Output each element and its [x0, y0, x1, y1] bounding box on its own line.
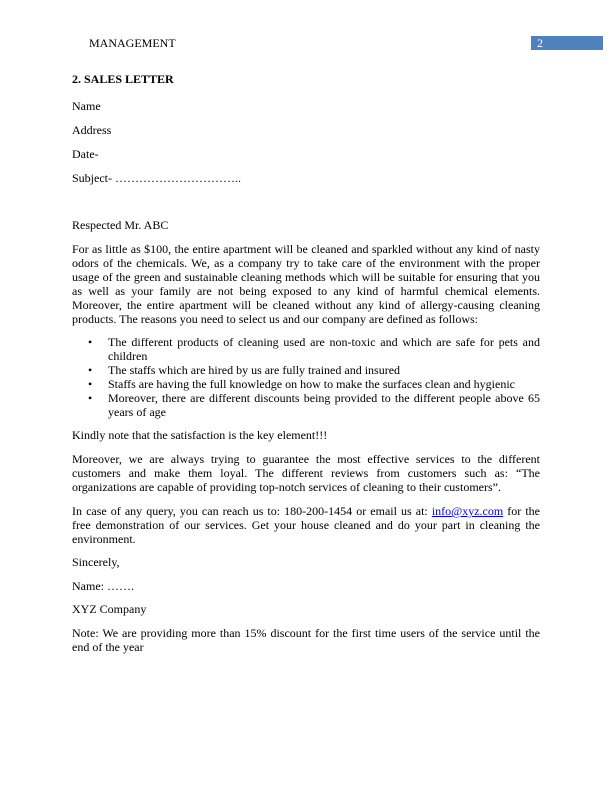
bullet-icon: • — [88, 335, 93, 349]
running-head: MANAGEMENT — [89, 36, 176, 50]
field-date: Date- — [72, 147, 99, 161]
company-name: XYZ Company — [72, 602, 147, 616]
list-item-text: The different products of cleaning used are non-toxic and which are safe for pets and children — [108, 335, 540, 363]
email-link[interactable]: info@xyz.com — [431, 504, 504, 518]
bullet-icon: • — [88, 363, 93, 377]
intro-paragraph: For as little as $100, the entire apartment will be cleaned and sparkled without any kind of nasty odors of the chemicals. We, as a company try to take care of the environment with the proper usage of the green and sustainable cleaning methods which will be suitable for ensuring that you as well as your family are not being exposed to any kind of harmful chemical elements. Moreover, the entire apartment will be cleaned without any kind of allergy-causing cleaning products. The reasons you need to select us and our company are defined as follows: — [72, 242, 540, 326]
list-item-text: The staffs which are hired by us are fully trained and insured — [108, 363, 401, 377]
key-element-line: Kindly note that the satisfaction is the key element!!! — [72, 428, 328, 442]
contact-paragraph — [72, 504, 540, 546]
list-item-text: Staffs are having the full knowledge on how to make the surfaces clean and hygienic — [108, 377, 515, 391]
list-item — [72, 391, 540, 419]
page-number: 2 — [531, 36, 603, 50]
signature-name: Name: ……. — [72, 579, 134, 593]
list-item — [72, 363, 540, 377]
bullet-icon: • — [88, 377, 93, 391]
field-name: Name — [72, 99, 101, 113]
list-item-text: Moreover, there are different discounts being provided to the different people above 65 years of age — [108, 391, 540, 419]
bullet-icon: • — [88, 391, 93, 405]
discount-note: Note: We are providing more than 15% discount for the first time users of the service until the end of the year — [72, 626, 540, 654]
section-title — [72, 72, 540, 86]
closing: Sincerely, — [72, 555, 120, 569]
contact-text-before: In case of any query, you can reach us to: 180-200-1454 or email us at: — [72, 504, 432, 518]
contact-text-after: for the free demonstration of our services. Get your house cleaned and do your part in cleaning the environment. — [72, 504, 541, 546]
list-item — [72, 377, 540, 391]
list-item — [72, 335, 540, 363]
reasons-list — [72, 335, 540, 419]
field-address: Address — [72, 123, 112, 137]
section-title-text: 2. SALES LETTER — [72, 72, 174, 86]
loyalty-paragraph: Moreover, we are always trying to guarantee the most effective services to the different customers and make them loyal. The different reviews from customers such as: “The organizations are capable of providing top-notch services of cleaning to their customers”. — [72, 452, 540, 494]
salutation: Respected Mr. ABC — [72, 218, 169, 232]
field-subject: Subject- ………………………….. — [72, 171, 241, 185]
